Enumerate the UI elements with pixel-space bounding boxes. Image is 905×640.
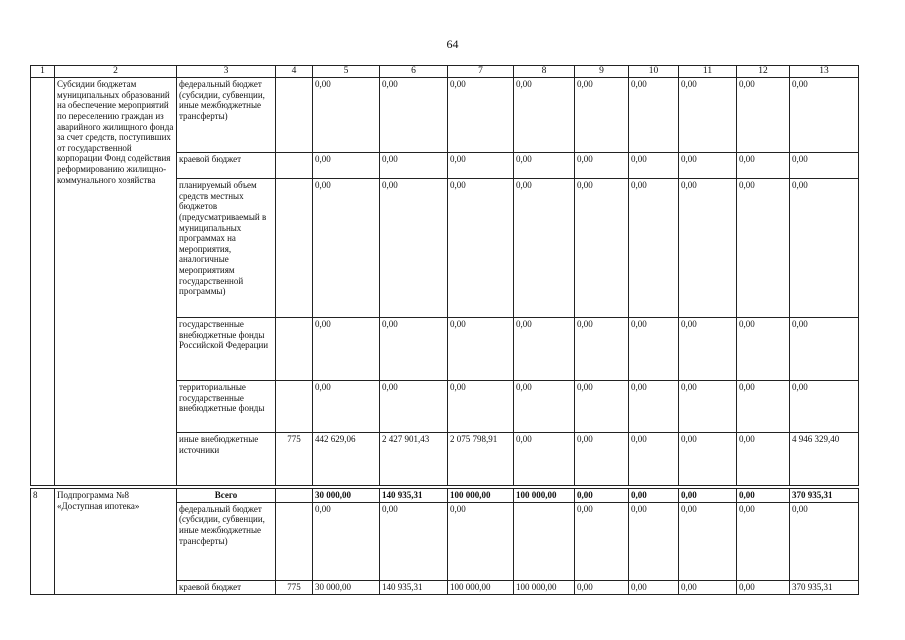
value-cell: 0,00 [679, 318, 737, 381]
value-cell: 0,00 [790, 381, 859, 433]
value-cell: 0,00 [679, 179, 737, 318]
funding-source: территориальные государственные внебюджетные фонды [177, 381, 276, 433]
value-cell: 0,00 [575, 78, 629, 153]
value-cell: 0,00 [679, 502, 737, 580]
value-cell: 0,00 [448, 153, 514, 179]
value-cell: 0,00 [737, 580, 790, 594]
funding-source: краевой бюджет [177, 580, 276, 594]
column-number: 7 [448, 66, 514, 78]
value-cell: 0,00 [514, 381, 575, 433]
code-cell [276, 489, 313, 503]
value-cell: 0,00 [380, 179, 448, 318]
value-cell: 0,00 [790, 78, 859, 153]
value-cell: 2 075 798,91 [448, 433, 514, 486]
funding-source: Всего [177, 489, 276, 503]
column-number: 1 [31, 66, 55, 78]
value-cell: 0,00 [737, 318, 790, 381]
value-cell: 0,00 [514, 179, 575, 318]
value-cell: 0,00 [448, 78, 514, 153]
value-cell: 100 000,00 [448, 580, 514, 594]
value-cell: 0,00 [313, 318, 380, 381]
value-cell: 0,00 [313, 179, 380, 318]
value-cell [514, 502, 575, 580]
value-cell: 0,00 [514, 78, 575, 153]
value-cell: 0,00 [514, 318, 575, 381]
code-cell [276, 78, 313, 153]
value-cell: 0,00 [380, 502, 448, 580]
funding-source: краевой бюджет [177, 153, 276, 179]
value-cell: 0,00 [313, 381, 380, 433]
value-cell: 0,00 [737, 78, 790, 153]
value-cell: 0,00 [679, 78, 737, 153]
column-number: 6 [380, 66, 448, 78]
column-number: 5 [313, 66, 380, 78]
header-row [31, 66, 859, 78]
column-number: 9 [575, 66, 629, 78]
value-cell: 0,00 [737, 179, 790, 318]
page-number: 64 [446, 37, 459, 51]
value-cell: 2 427 901,43 [380, 433, 448, 486]
funding-source: иные внебюджетные источники [177, 433, 276, 486]
code-cell [276, 318, 313, 381]
value-cell: 0,00 [737, 489, 790, 503]
value-cell: 0,00 [313, 153, 380, 179]
value-cell: 30 000,00 [313, 489, 380, 503]
value-cell: 0,00 [629, 489, 679, 503]
value-cell: 30 000,00 [313, 580, 380, 594]
value-cell: 0,00 [313, 502, 380, 580]
value-cell: 100 000,00 [514, 580, 575, 594]
value-cell: 0,00 [790, 502, 859, 580]
funding-source: федеральный бюджет (субсидии, субвенции, иные межбюджетные трансферты) [177, 78, 276, 153]
value-cell: 370 935,31 [790, 580, 859, 594]
column-number: 13 [790, 66, 859, 78]
value-cell: 0,00 [737, 153, 790, 179]
value-cell: 100 000,00 [514, 489, 575, 503]
value-cell: 0,00 [679, 153, 737, 179]
value-cell: 0,00 [448, 179, 514, 318]
code-cell [276, 153, 313, 179]
value-cell: 0,00 [575, 153, 629, 179]
value-cell: 0,00 [737, 381, 790, 433]
funding-source: федеральный бюджет (субсидии, субвенции, иные межбюджетные трансферты) [177, 502, 276, 580]
table-row [31, 78, 859, 153]
value-cell: 0,00 [790, 318, 859, 381]
column-number: 12 [737, 66, 790, 78]
column-number: 11 [679, 66, 737, 78]
value-cell: 0,00 [380, 153, 448, 179]
value-cell: 0,00 [514, 153, 575, 179]
funding-source: планируемый объем средств местных бюджетов (предусматриваемый в муниципальных программах на мероприятия, аналогичные мероприятиям государственной программы) [177, 179, 276, 318]
value-cell: 0,00 [380, 381, 448, 433]
value-cell: 0,00 [679, 381, 737, 433]
value-cell: 0,00 [679, 580, 737, 594]
code-cell: 775 [276, 580, 313, 594]
value-cell: 100 000,00 [448, 489, 514, 503]
value-cell: 0,00 [629, 78, 679, 153]
column-number: 4 [276, 66, 313, 78]
column-number: 2 [55, 66, 177, 78]
measure-description: Субсидии бюджетам муниципальных образований на обеспечение мероприятий по переселению граждан из аварийного жилищного фонда за счет средств, поступивших от государственной корпорации Фонд содействия реформированию жилищно-коммунального хозяйства [55, 78, 177, 486]
budget-table [30, 65, 859, 595]
value-cell: 0,00 [629, 580, 679, 594]
value-cell: 140 935,31 [380, 489, 448, 503]
value-cell: 0,00 [575, 433, 629, 486]
value-cell: 0,00 [629, 502, 679, 580]
code-cell [276, 502, 313, 580]
code-cell [276, 381, 313, 433]
value-cell: 0,00 [629, 153, 679, 179]
value-cell: 0,00 [790, 153, 859, 179]
value-cell: 0,00 [629, 381, 679, 433]
value-cell: 0,00 [380, 78, 448, 153]
code-cell: 775 [276, 433, 313, 486]
value-cell: 0,00 [737, 502, 790, 580]
value-cell: 0,00 [737, 433, 790, 486]
value-cell: 0,00 [629, 318, 679, 381]
value-cell: 0,00 [629, 433, 679, 486]
table-body [31, 66, 859, 595]
value-cell: 442 629,06 [313, 433, 380, 486]
value-cell: 0,00 [448, 381, 514, 433]
value-cell: 0,00 [514, 433, 575, 486]
table-row [31, 489, 859, 503]
value-cell: 0,00 [679, 433, 737, 486]
value-cell: 0,00 [575, 502, 629, 580]
column-number: 3 [177, 66, 276, 78]
value-cell: 0,00 [575, 580, 629, 594]
measure-description: Подпрограмма №8 «Доступная ипотека» [55, 489, 177, 595]
value-cell: 0,00 [448, 502, 514, 580]
value-cell: 0,00 [575, 381, 629, 433]
value-cell: 0,00 [679, 489, 737, 503]
value-cell: 370 935,31 [790, 489, 859, 503]
value-cell: 0,00 [448, 318, 514, 381]
value-cell: 4 946 329,40 [790, 433, 859, 486]
column-number: 10 [629, 66, 679, 78]
code-cell [276, 179, 313, 318]
value-cell: 0,00 [380, 318, 448, 381]
value-cell: 0,00 [629, 179, 679, 318]
value-cell: 140 935,31 [380, 580, 448, 594]
funding-source: государственные внебюджетные фонды Российской Федерации [177, 318, 276, 381]
value-cell: 0,00 [575, 318, 629, 381]
value-cell: 0,00 [575, 489, 629, 503]
row-number: 8 [31, 489, 55, 595]
row-number [31, 78, 55, 486]
value-cell: 0,00 [790, 179, 859, 318]
value-cell: 0,00 [575, 179, 629, 318]
column-number: 8 [514, 66, 575, 78]
value-cell: 0,00 [313, 78, 380, 153]
